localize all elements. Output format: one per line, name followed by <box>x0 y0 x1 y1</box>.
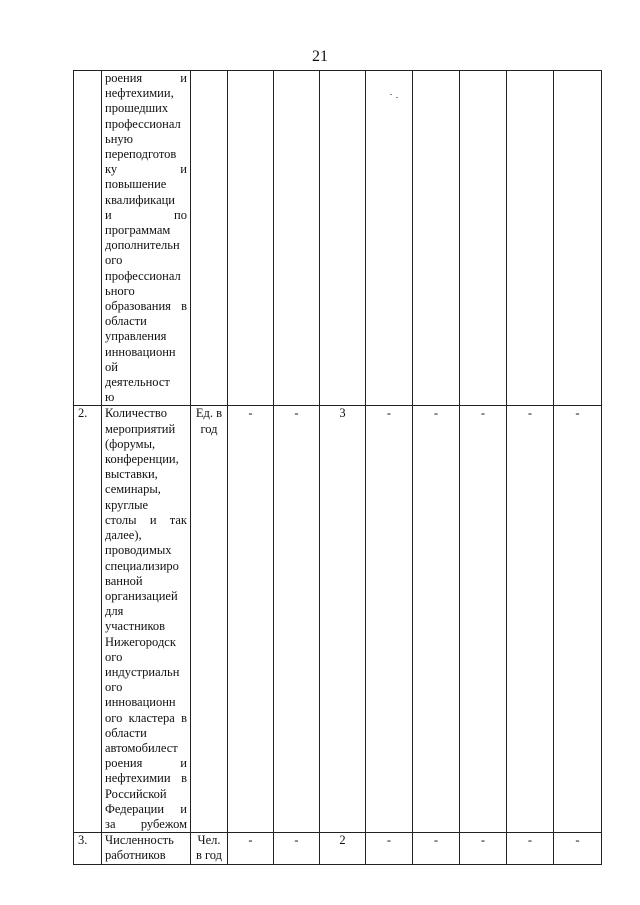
value-cell: - <box>460 833 507 864</box>
value-cell <box>366 71 413 406</box>
indicator-name-line: прошедших <box>105 101 169 116</box>
indicator-name-line: ого кластера в <box>105 710 187 725</box>
value-cell: - <box>413 406 460 833</box>
indicator-name-line: Нижегородск <box>105 634 176 649</box>
value-cell: - <box>507 406 554 833</box>
indicator-name-line: и по <box>105 207 187 222</box>
indicator-name-line: квалификаци <box>105 192 175 207</box>
value-cell: - <box>413 833 460 864</box>
indicator-name-line: круглые <box>105 497 149 512</box>
value-cell <box>274 71 320 406</box>
indicator-name-line: повышение <box>105 177 167 192</box>
indicator-name-line: Российской <box>105 786 167 801</box>
indicator-name-line: за рубежом <box>105 816 187 831</box>
indicator-name-line: инновационн <box>105 344 176 359</box>
indicator-name-cell <box>102 406 191 833</box>
indicator-name-line: Федерации и <box>105 801 187 816</box>
indicator-name-line: конференции, <box>105 452 179 467</box>
indicator-name-line: (форумы, <box>105 436 156 451</box>
indicator-name-line: ой <box>105 359 118 374</box>
value-cell: - <box>228 406 274 833</box>
value-cell: - <box>507 833 554 864</box>
value-cell <box>413 71 460 406</box>
value-cell <box>554 71 602 406</box>
indicator-name-line: образования в <box>105 299 187 314</box>
value-cell: - <box>366 833 413 864</box>
value-cell: - <box>228 833 274 864</box>
unit-cell: Ед. в год <box>191 406 228 833</box>
value-cell: 3 <box>320 406 366 833</box>
indicator-name-line: ванной <box>105 573 143 588</box>
row-number-cell: 2. <box>74 406 102 833</box>
indicator-name-line: деятельност <box>105 375 170 390</box>
indicator-name-line: управления <box>105 329 167 344</box>
indicator-name-line: инновационн <box>105 695 176 710</box>
indicator-name-line: Численность <box>105 833 174 848</box>
indicator-name-line: мероприятий <box>105 421 176 436</box>
indicator-name-line: проводимых <box>105 543 172 558</box>
indicator-name-cell <box>102 833 191 864</box>
indicator-name-line: ого <box>105 680 123 695</box>
value-cell: - <box>366 406 413 833</box>
indicator-name-line: ку и <box>105 162 187 177</box>
indicators-table <box>73 70 602 865</box>
indicator-name-line: специализиро <box>105 558 179 573</box>
indicator-name-line: работников <box>105 848 166 863</box>
indicator-name-line: профессионал <box>105 116 181 131</box>
indicator-name-line: автомобилест <box>105 740 178 755</box>
indicator-name-line: профессионал <box>105 268 181 283</box>
indicator-name-line: программам <box>105 223 171 238</box>
value-cell: 2 <box>320 833 366 864</box>
indicator-name-line: столы и так <box>105 512 187 527</box>
value-cell: - <box>274 833 320 864</box>
indicator-name-line: нефтехимии в <box>105 771 187 786</box>
row-number-cell <box>74 71 102 406</box>
table-row <box>74 406 602 833</box>
indicator-name-line: далее), <box>105 528 142 543</box>
indicator-name-line: Количество <box>105 406 167 421</box>
indicator-name-line: выставки, <box>105 467 158 482</box>
unit-cell <box>191 71 228 406</box>
indicator-name-line: ьную <box>105 131 133 146</box>
table-row <box>74 71 602 406</box>
indicator-name-line: индустриальн <box>105 664 180 679</box>
indicator-name-line: нефтехимии, <box>105 86 174 101</box>
unit-cell: Чел. в год <box>191 833 228 864</box>
page-number: 21 <box>312 48 328 65</box>
indicator-name-line: ьного <box>105 283 135 298</box>
value-cell: - <box>554 406 602 833</box>
indicator-name-line: ю <box>105 390 115 405</box>
row-number-cell: 3. <box>74 833 102 864</box>
indicator-name-line: для <box>105 604 124 619</box>
indicator-name-cell <box>102 71 191 406</box>
indicator-name-line: ого <box>105 649 123 664</box>
indicator-name-line: области <box>105 725 147 740</box>
value-cell: - <box>460 406 507 833</box>
indicator-name-line: семинары, <box>105 482 161 497</box>
indicator-name-line: переподготов <box>105 147 177 162</box>
indicator-name-line: ого <box>105 253 123 268</box>
table-row <box>74 833 602 864</box>
value-cell <box>460 71 507 406</box>
value-cell <box>507 71 554 406</box>
value-cell: - <box>274 406 320 833</box>
indicator-name-line: роения и <box>105 756 187 771</box>
value-cell: - <box>554 833 602 864</box>
indicator-name-line: рoения и <box>105 71 187 85</box>
indicator-name-line: области <box>105 314 147 329</box>
value-cell <box>228 71 274 406</box>
indicator-name-line: участников <box>105 619 166 634</box>
indicator-name-line: дополнительн <box>105 238 180 253</box>
indicator-name-line: организацией <box>105 588 178 603</box>
value-cell <box>320 71 366 406</box>
